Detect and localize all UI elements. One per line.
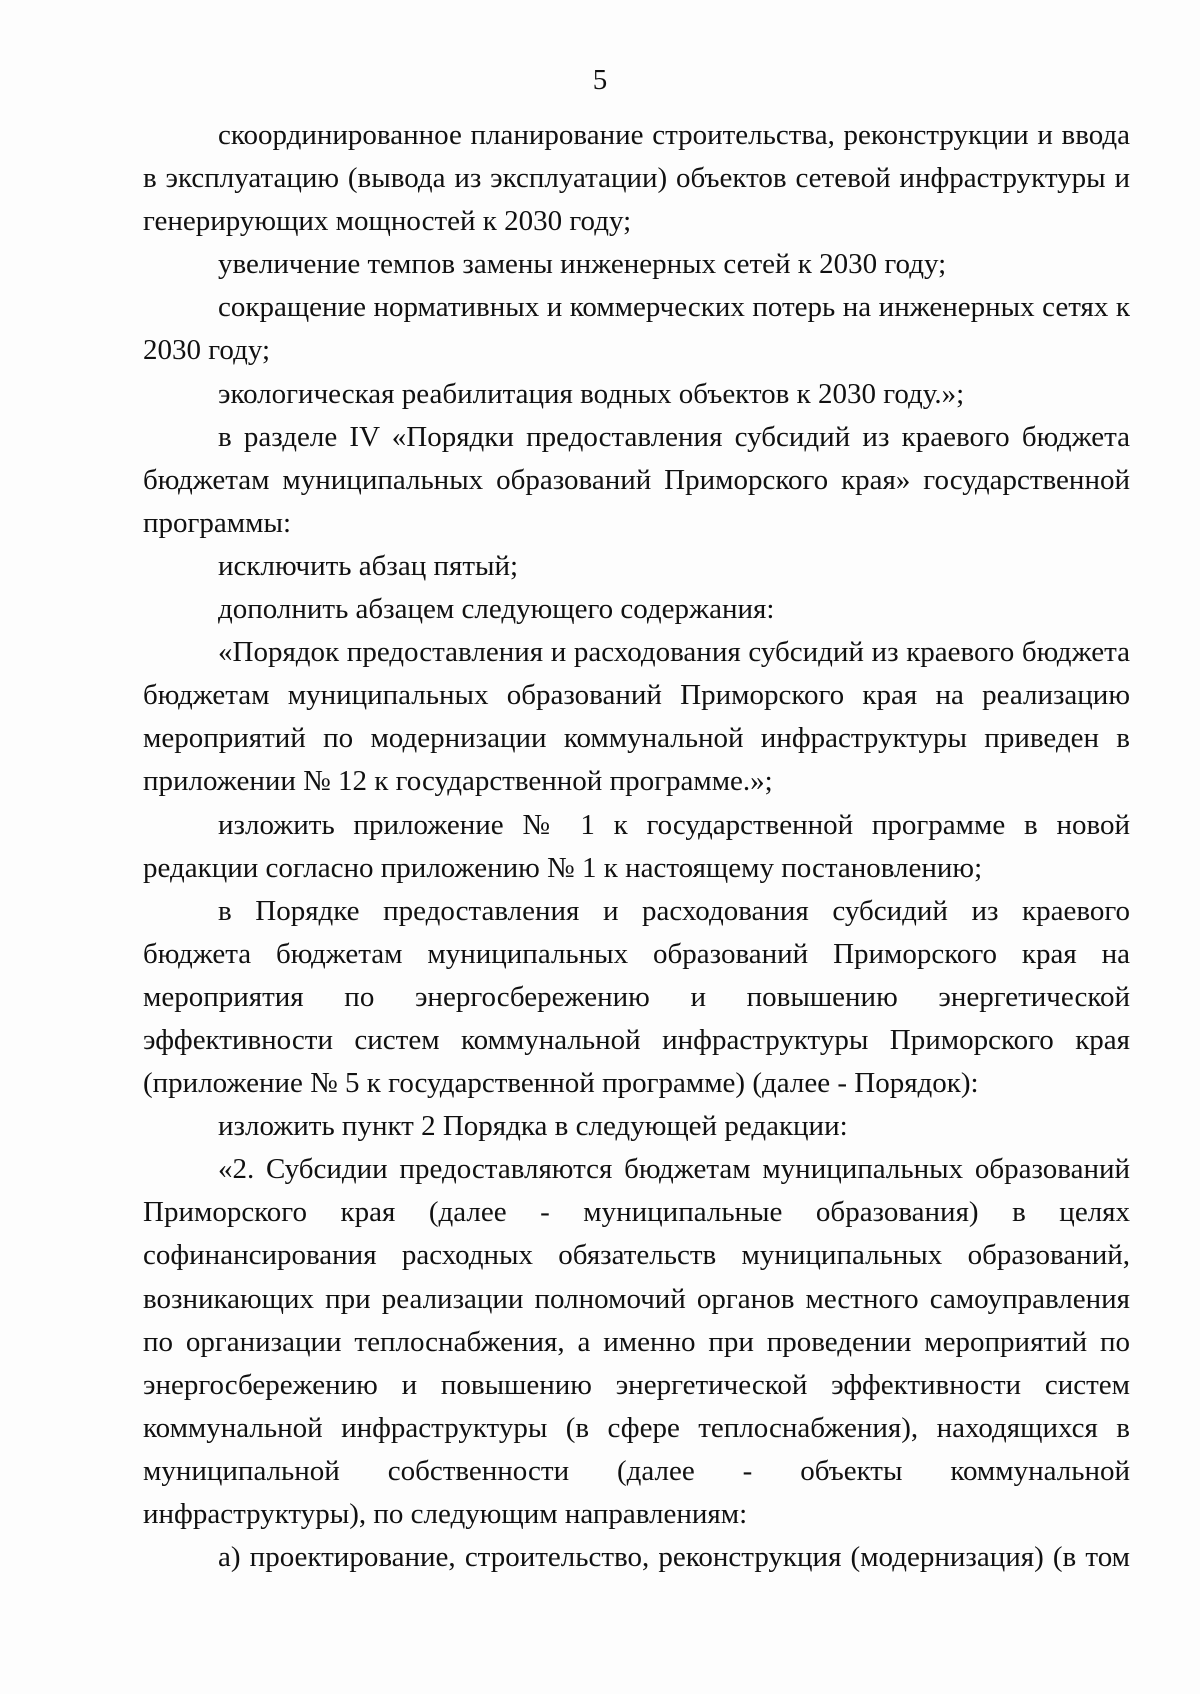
paragraph: в разделе IV «Порядки предоставления субсидий из краевого бюджета бюджетам муниципальных образований Приморского края» государственной программы:: [143, 420, 1130, 539]
paragraph: увеличение темпов замены инженерных сетей к 2030 году;: [218, 248, 947, 281]
paragraph: исключить абзац пятый;: [218, 549, 519, 582]
paragraph: «Порядок предоставления и расходования субсидий из краевого бюджета бюджетам муниципальных образований Приморского края на реализацию мероприятий по модернизации коммунальной инфраструктуры приведен в приложении № 12 к государственной программе.»;: [143, 636, 1130, 798]
paragraph: сокращение нормативных и коммерческих потерь на инженерных сетях к 2030 году;: [143, 291, 1130, 367]
paragraph: «2. Субсидии предоставляются бюджетам муниципальных образований Приморского края (далее - муниципальные образования) в целях софинансирования расходных обязательств муниципальных образований, возникающих при реализации полномочий органов местного самоуправления по организации теплоснабжения, а именно при проведении мероприятий по энергосбережению и повышению энергетической эффективности систем коммунальной инфраструктуры (в сфере теплоснабжения), находящихся в муниципальной собственности (далее - объекты коммунальной инфраструктуры), по следующим направлениям:: [143, 1153, 1130, 1530]
paragraph: скоординированное планирование строительства, реконструкции и ввода в эксплуатацию (вывода из эксплуатации) объектов сетевой инфраструктуры и генерирующих мощностей к 2030 году;: [143, 119, 1130, 238]
paragraph: в Порядке предоставления и расходования субсидий из краевого бюджета бюджетам муниципальных образований Приморского края на мероприятия по энергосбережению и повышению энергетической эффективности систем коммунальной инфраструктуры Приморского края (приложение № 5 к государственной программе) (далее - Порядок):: [143, 894, 1130, 1100]
paragraph: изложить приложение № 1 к государственной программе в новой редакции согласно приложению № 1 к настоящему постановлению;: [143, 808, 1130, 884]
page-number: 5: [592, 64, 608, 96]
document-body: [143, 114, 1130, 1579]
paragraph: изложить пункт 2 Порядка в следующей редакции:: [218, 1110, 848, 1143]
paragraph: а) проектирование, строительство, реконструкция (модернизация) (в том: [218, 1541, 1130, 1574]
paragraph: дополнить абзацем следующего содержания:: [218, 593, 775, 626]
paragraph: экологическая реабилитация водных объектов к 2030 году.»;: [218, 377, 965, 410]
